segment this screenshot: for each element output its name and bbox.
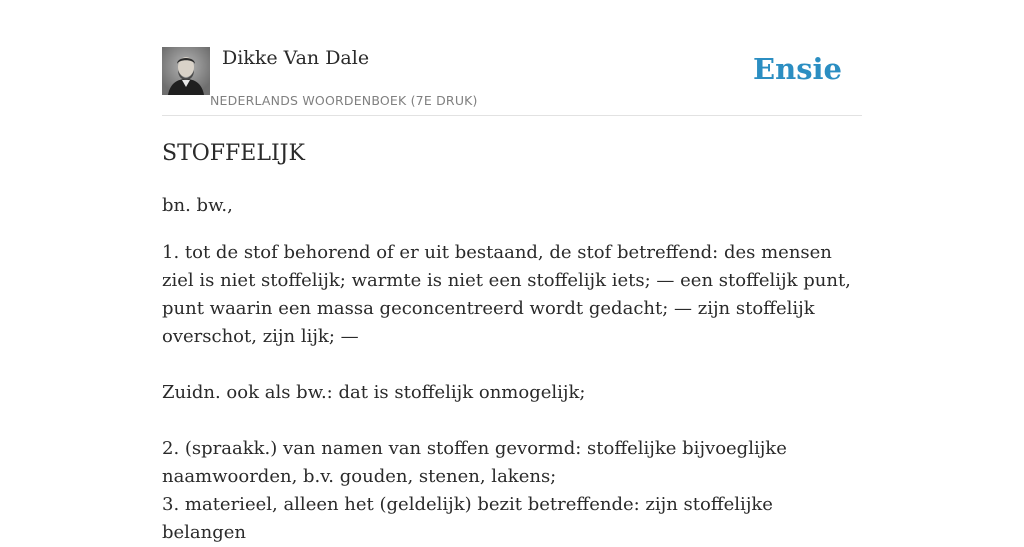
sense-3: 3. materieel, alleen het (geldelijk) bezit betreffende: zijn stoffelijke belangen (162, 494, 773, 543)
author-name[interactable]: Dikke Van Dale (222, 47, 370, 69)
grammar-label: bn. bw., (162, 195, 233, 216)
page (162, 0, 862, 543)
sense-1: 1. tot de stof behorend of er uit bestaand, de stof betreffend: des mensen ziel is niet stoffelijk; warmte is niet een stoffelijk iets; — een stoffelijk punt, punt waarin een massa geconcentreerd wordt gedacht; — zijn stoffelijk overschot, zijn lijk; — (162, 242, 851, 347)
portrait-image (162, 47, 210, 95)
spacer (162, 407, 862, 435)
definition-text (162, 239, 862, 547)
header (162, 0, 862, 116)
entry-title: STOFFELIJK (162, 141, 305, 166)
source-subtitle: NEDERLANDS WOORDENBOEK (7E DRUK) (210, 93, 478, 108)
brand-logo-link[interactable]: Ensie (753, 52, 842, 86)
sense-2: 2. (spraakk.) van namen van stoffen gevormd: stoffelijke bijvoeglijke naamwoorden, b.v. gouden, stenen, lakens; (162, 438, 787, 487)
spacer (162, 351, 862, 379)
avatar (162, 47, 210, 95)
sense-1-note: Zuidn. ook als bw.: dat is stoffelijk onmogelijk; (162, 382, 586, 403)
